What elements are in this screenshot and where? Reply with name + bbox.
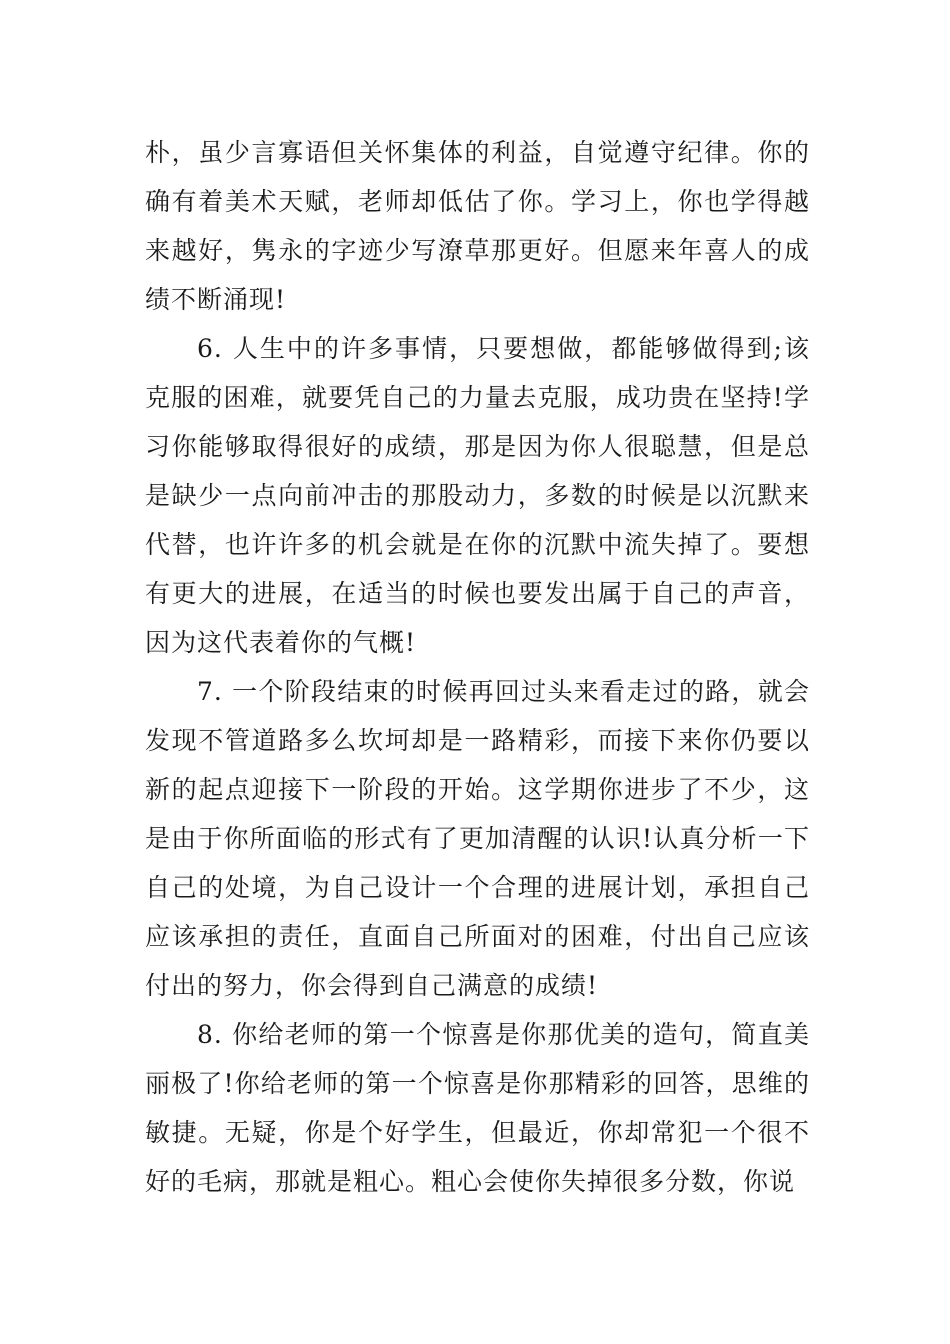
paragraph-item-7: 7. 一个阶段结束的时候再回过头来看走过的路，就会发现不管道路多么坎坷却是一路精彩，而接下来你仍要以新的起点迎接下一阶段的开始。这学期你进步了不少，这是由于你所面临的形式有了更加清醒的认识!认真分析一下自己的处境，为自己设计一个合理的进展计划，承担自己应该承担的责任，直面自己所面对的困难，付出自己应该付出的努力，你会得到自己满意的成绩! <box>145 677 810 1000</box>
paragraph-continuation: 朴，虽少言寡语但关怀集体的利益，自觉遵守纪律。你的确有着美术天赋，老师却低估了你。学习上，你也学得越来越好，隽永的字迹少写潦草那更好。但愿来年喜人的成绩不断涌现! <box>145 138 810 314</box>
document-body <box>145 128 810 1206</box>
paragraph-item-6: 6. 人生中的许多事情，只要想做，都能够做得到;该克服的困难，就要凭自己的力量去克服，成功贵在坚持!学习你能够取得很好的成绩，那是因为你人很聪慧，但是总是缺少一点向前冲击的那股动力，多数的时候是以沉默来代替，也许许多的机会就是在你的沉默中流失掉了。要想有更大的进展，在适当的时候也要发出属于自己的声音，因为这代表着你的气概! <box>145 334 810 657</box>
paragraph-item-8: 8. 你给老师的第一个惊喜是你那优美的造句，简直美丽极了!你给老师的第一个惊喜是你那精彩的回答，思维的敏捷。无疑，你是个好学生，但最近，你却常犯一个很不好的毛病，那就是粗心。粗心会使你失掉很多分数，你说 <box>145 1020 810 1196</box>
